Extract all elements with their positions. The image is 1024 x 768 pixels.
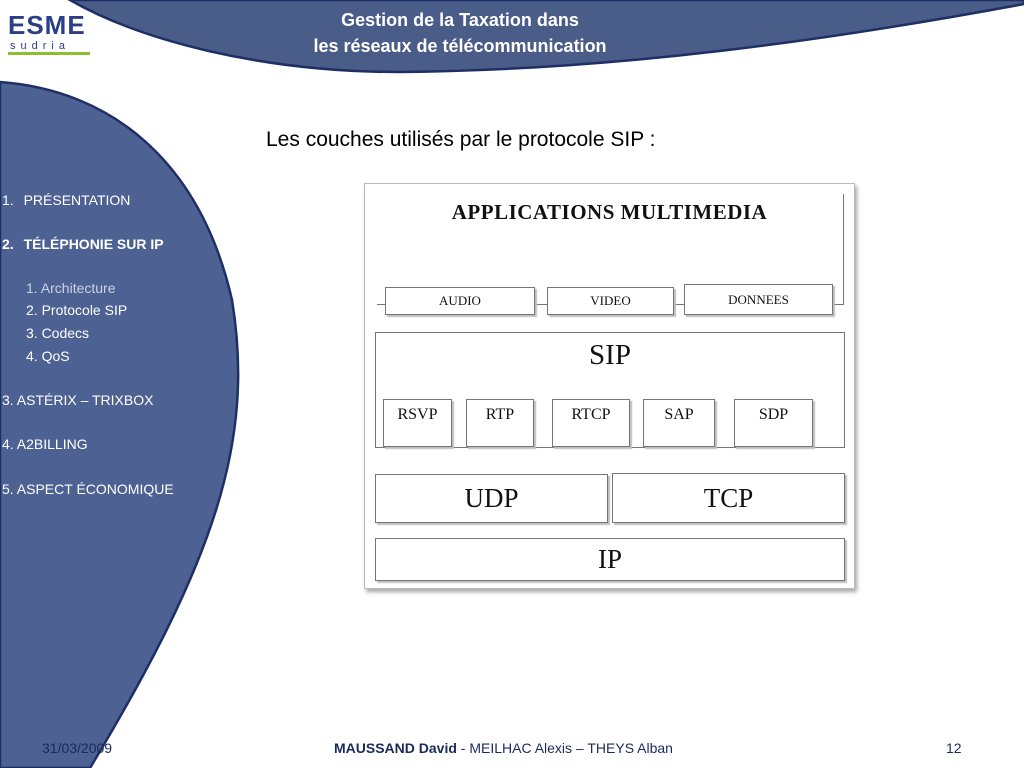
- nav-item-label: PRÉSENTATION: [23, 192, 131, 208]
- header-title-line-1: Gestion de la Taxation dans: [341, 10, 579, 30]
- nav-subitem-codecs[interactable]: 3. Codecs: [26, 325, 90, 341]
- layer-box-audio: AUDIO: [385, 287, 535, 315]
- nav-item-aspect-economique[interactable]: 5. ASPECT ÉCONOMIQUE: [2, 481, 174, 497]
- layer-box-udp: UDP: [375, 474, 608, 523]
- nav-item-number: 1.: [2, 192, 14, 208]
- nav-subitem-protocole-sip[interactable]: 2. Protocole SIP: [26, 302, 128, 318]
- layer-box-rtcp: [552, 399, 630, 447]
- layer-box-sdp: [734, 399, 813, 447]
- diagram-title: APPLICATIONS MULTIMEDIA: [451, 200, 768, 224]
- footer-date: 31/03/2009: [42, 740, 113, 756]
- layer-box-label: RSVP: [397, 406, 438, 423]
- nav-item-label: TÉLÉPHONIE SUR IP: [23, 236, 164, 252]
- sidebar-shape: [0, 82, 238, 768]
- layer-box-rsvp: [383, 399, 452, 447]
- header-title-line-2: les réseaux de télécommunication: [313, 36, 607, 56]
- app-frame-right-line: [843, 194, 844, 304]
- logo-accent-bar: [8, 52, 90, 55]
- nav-item-asterix-trixbox[interactable]: 3. ASTÉRIX – TRIXBOX: [2, 392, 154, 408]
- layer-box-label: RTCP: [571, 406, 611, 423]
- layer-box-video: VIDEO: [547, 287, 674, 315]
- logo-subtext: sudria: [10, 40, 70, 52]
- header-title: [210, 7, 710, 59]
- esme-logo: [8, 10, 98, 54]
- layer-box-sap: [643, 399, 715, 447]
- logo-text: ESME: [8, 10, 86, 40]
- layer-box-label: SDP: [758, 406, 789, 423]
- nav-subitem-qos[interactable]: 4. QoS: [26, 348, 70, 364]
- layer-box-donnees: DONNEES: [684, 284, 833, 315]
- footer-authors-rest: - MEILHAC Alexis – THEYS Alban: [456, 740, 673, 756]
- nav-item-presentation[interactable]: [2, 190, 130, 210]
- footer-authors: [334, 740, 673, 756]
- nav-item-telephonie-ip[interactable]: [2, 234, 164, 254]
- layer-box-label: SAP: [664, 406, 694, 423]
- layer-box-tcp: TCP: [612, 473, 845, 523]
- footer-page-number: 12: [946, 740, 962, 756]
- layer-box-rtp: [466, 399, 534, 447]
- slide-subtitle: Les couches utilisés par le protocole SIP :: [266, 128, 656, 151]
- nav-item-number: 2.: [2, 236, 14, 252]
- sip-layer-label: SIP: [589, 339, 631, 371]
- sip-layers-diagram: [364, 183, 855, 589]
- layer-box-label: RTP: [485, 406, 515, 423]
- footer-author-bold: MAUSSAND David: [334, 740, 457, 756]
- nav-item-a2billing[interactable]: 4. A2BILLING: [2, 436, 88, 452]
- layer-box-ip: IP: [375, 538, 845, 581]
- nav-subitem-architecture[interactable]: 1. Architecture: [26, 280, 116, 296]
